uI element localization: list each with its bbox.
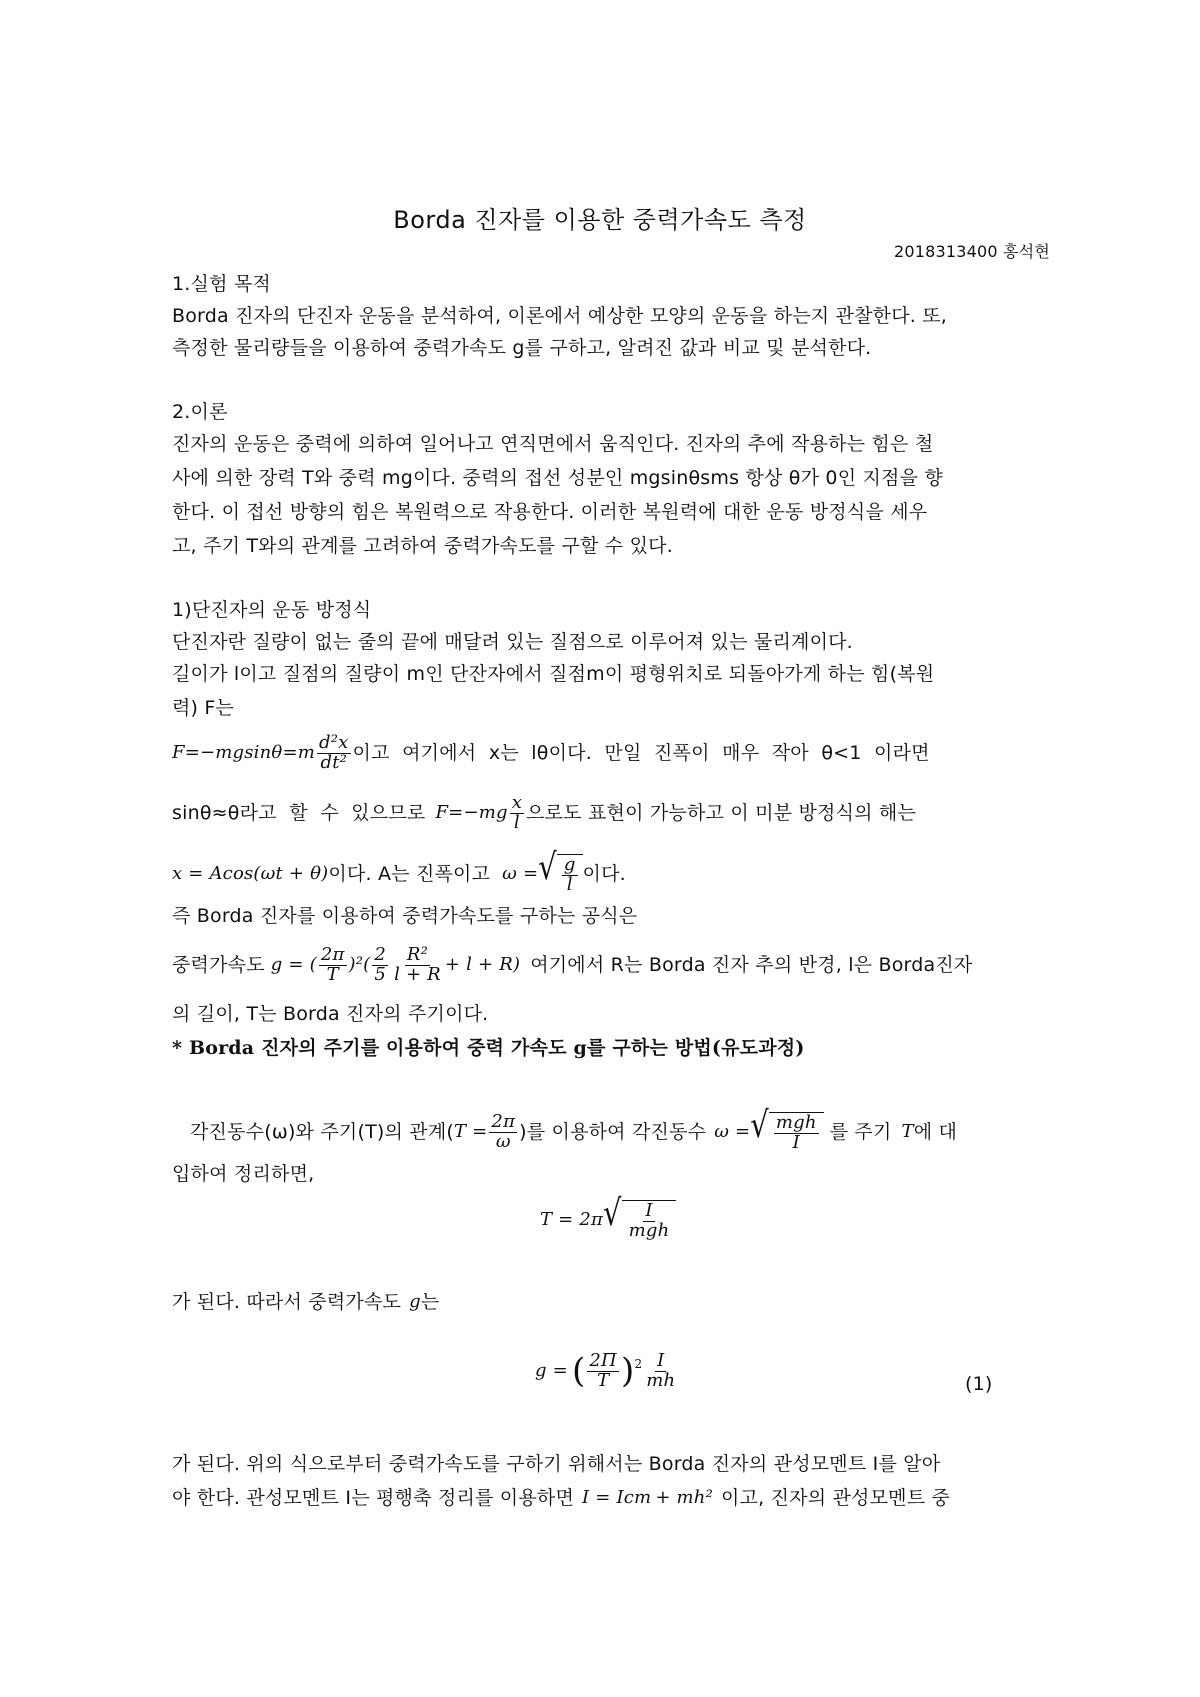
equation-4-line	[172, 946, 972, 985]
eq4-post: 여기에서 R는 Borda 진자 추의 반경, l은 Borda진자	[530, 954, 973, 977]
purpose-line-1: Borda 진자의 단진자 운동을 분석하여, 이론에서 예상한 모양의 운동을 하는지 관찰한다. 또,	[172, 305, 948, 327]
p1-root-numerator: mgh	[775, 1112, 817, 1133]
p3-subscript: cm	[623, 1487, 652, 1508]
formula-definition-line: 의 길이, T는 Borda 진자의 주기이다.	[172, 1003, 489, 1025]
p3-math: I = I	[582, 1487, 624, 1508]
radical-sign-icon: √	[750, 1103, 769, 1146]
p2-g: g	[409, 1291, 421, 1312]
eq3-post: 이다.	[582, 863, 626, 886]
sqrt-g-over-l	[538, 845, 582, 895]
eq4-f1-numerator: 2π	[320, 944, 345, 965]
eq4-f2-numerator: 2	[374, 944, 387, 965]
eom-line-2: 길이가 l이고 질점의 질량이 m인 단잔자에서 질점m이 평형위치로 되돌아가게 하는 힘(복원	[172, 663, 935, 685]
derivation-line-3	[172, 1290, 439, 1314]
eq6-fraction	[644, 1352, 677, 1391]
eq5-fraction	[627, 1202, 672, 1241]
eq4-fraction-1	[319, 946, 347, 985]
sqrt-I-over-mgh	[603, 1191, 676, 1241]
eq1-denominator: dt²	[320, 751, 348, 773]
eom-line-3: 력) F는	[172, 697, 235, 719]
eq6-lhs: g =	[535, 1360, 568, 1382]
eq1-numerator: d²x	[319, 732, 349, 753]
equation-number-1: (1)	[965, 1373, 993, 1395]
square-exponent: 2	[634, 1357, 643, 1371]
eq1-text: 이고 여기에서 x는 lθ이다. 만일 진폭이 매우 작아 θ<1 이라면	[352, 742, 930, 765]
p1-c: 를 주기	[829, 1121, 892, 1144]
p1-math: T =	[454, 1121, 488, 1143]
eq6-paren-fraction	[587, 1352, 619, 1391]
eq2-denominator: l	[513, 811, 520, 833]
eq3-omega: ω =	[502, 863, 539, 885]
eq3-denominator: l	[566, 873, 573, 895]
eq4-f3-denominator: l + R	[394, 963, 441, 985]
eq5-lhs: T = 2π	[540, 1209, 604, 1231]
eq5-denominator: mgh	[628, 1219, 670, 1241]
eq4-math-b: )²(	[348, 954, 371, 976]
eq4-f1-denominator: T	[326, 963, 339, 985]
equation-5-period	[540, 1191, 676, 1241]
theory-line-2: 사에 의한 장력 T와 중력 mg이다. 중력의 접선 성분인 mgsinθsms 항상 θ가 0인 지점을 향	[172, 467, 943, 489]
eq5-numerator: I	[645, 1200, 653, 1221]
derivation-line-4: 가 된다. 위의 식으로부터 중력가속도를 구하기 위해서는 Borda 진자의 관성모멘트 I를 알아	[172, 1453, 941, 1475]
equation-6-gravity	[535, 1352, 679, 1391]
left-paren-icon: (	[571, 1351, 586, 1392]
eq2-pre: sinθ≈θ라고 할 수 있으므로	[172, 802, 426, 825]
section-heading-equation-of-motion: 1)단진자의 운동 방정식	[172, 599, 372, 621]
eq1-fraction	[317, 734, 351, 773]
p3-a: 야 한다. 관성모멘트 I는 평행축 정리를 이용하면	[172, 1487, 575, 1509]
eq6-numerator: 2Π	[589, 1350, 617, 1371]
radical-sign-icon: √	[538, 845, 557, 888]
equation-1-line	[172, 734, 930, 773]
p2-text: 가 된다. 따라서 중력가속도	[172, 1291, 402, 1313]
p1-omega: ω =	[714, 1121, 751, 1143]
equation-2-line	[172, 794, 916, 833]
p1-a: 각진동수(ω)와 주기(T)의 관계(	[190, 1121, 454, 1144]
eq2-post: 으로도 표현이 가능하고 이 미분 방정식의 해는	[526, 802, 917, 825]
eq4-math-c: + l + R)	[444, 954, 521, 976]
p1-root-denominator: I	[792, 1131, 800, 1153]
section-heading-theory: 2.이론	[172, 401, 228, 423]
derivation-line-2: 입하여 정리하면,	[172, 1163, 315, 1185]
sqrt-mgh-over-I	[750, 1103, 823, 1153]
radical-sign-icon: √	[603, 1191, 622, 1234]
p1-root-fraction	[774, 1114, 819, 1153]
eq4-pre: 중력가속도	[172, 954, 265, 977]
p3-math-2: + mh²	[655, 1487, 714, 1508]
eq1-lhs: F=−mgsinθ=m	[172, 742, 316, 764]
theory-line-3: 한다. 이 접선 방향의 힘은 복원력으로 작용한다. 이러한 복원력에 대한 운동 방정식을 세우	[172, 501, 928, 523]
section-heading-purpose: 1.실험 목적	[172, 273, 271, 295]
p3-b: 이고, 진자의 관성모멘트 중	[721, 1487, 951, 1509]
theory-line-1: 진자의 운동은 중력에 의하여 일어나고 연직면에서 움직인다. 진자의 추에 작용하는 힘은 철	[172, 433, 934, 455]
eq4-fraction-3	[392, 946, 443, 985]
equation-3-line	[172, 845, 626, 895]
eq6-frac-denominator: mh	[646, 1369, 676, 1391]
eq2-math: F=−mg	[435, 802, 508, 824]
p1-fraction	[489, 1113, 517, 1152]
eq4-f2-denominator: 5	[374, 963, 387, 985]
eq3-math: x = Acos(ωt + θ)	[172, 863, 329, 885]
p1-denominator: ω	[495, 1130, 511, 1152]
right-paren-icon: )	[620, 1351, 635, 1392]
derivation-heading: * Borda 진자의 주기를 이용하여 중력 가속도 g를 구하는 방법(유도과정)	[172, 1037, 805, 1059]
eq3-numerator: g	[563, 854, 576, 875]
eq4-math-a: g = (	[270, 954, 317, 976]
derivation-line-1	[190, 1103, 958, 1153]
eq6-frac-numerator: I	[657, 1350, 665, 1371]
eq3-mid: 이다. A는 진폭이고	[328, 863, 491, 886]
p2-end: 는	[420, 1291, 440, 1313]
p1-b: )를 이용하여 각진동수	[519, 1121, 707, 1144]
p1-d: 에 대	[913, 1121, 958, 1144]
eq4-f3-numerator: R²	[406, 944, 429, 965]
formula-intro-line: 즉 Borda 진자를 이용하여 중력가속도를 구하는 공식은	[172, 905, 638, 927]
document-title: Borda 진자를 이용한 중력가속도 측정	[393, 206, 807, 234]
eq6-denominator: T	[597, 1369, 610, 1391]
author-line: 2018313400 홍석현	[893, 242, 1050, 261]
derivation-line-5	[172, 1486, 950, 1510]
eom-line-1: 단진자란 질량이 없는 줄의 끝에 매달려 있는 질점으로 이루어져 있는 물리계이다.	[172, 631, 853, 653]
p1-T: T	[901, 1121, 914, 1143]
eq2-numerator: x	[511, 792, 523, 813]
theory-line-4: 고, 주기 T와의 관계를 고려하여 중력가속도를 구할 수 있다.	[172, 535, 673, 557]
p1-numerator: 2π	[491, 1111, 516, 1132]
eq4-fraction-2	[372, 946, 388, 985]
eq3-fraction	[562, 856, 578, 895]
purpose-line-2: 측정한 물리량들을 이용하여 중력가속도 g를 구하고, 알려진 값과 비교 및 분석한다.	[172, 337, 872, 359]
eq2-fraction	[510, 794, 524, 833]
